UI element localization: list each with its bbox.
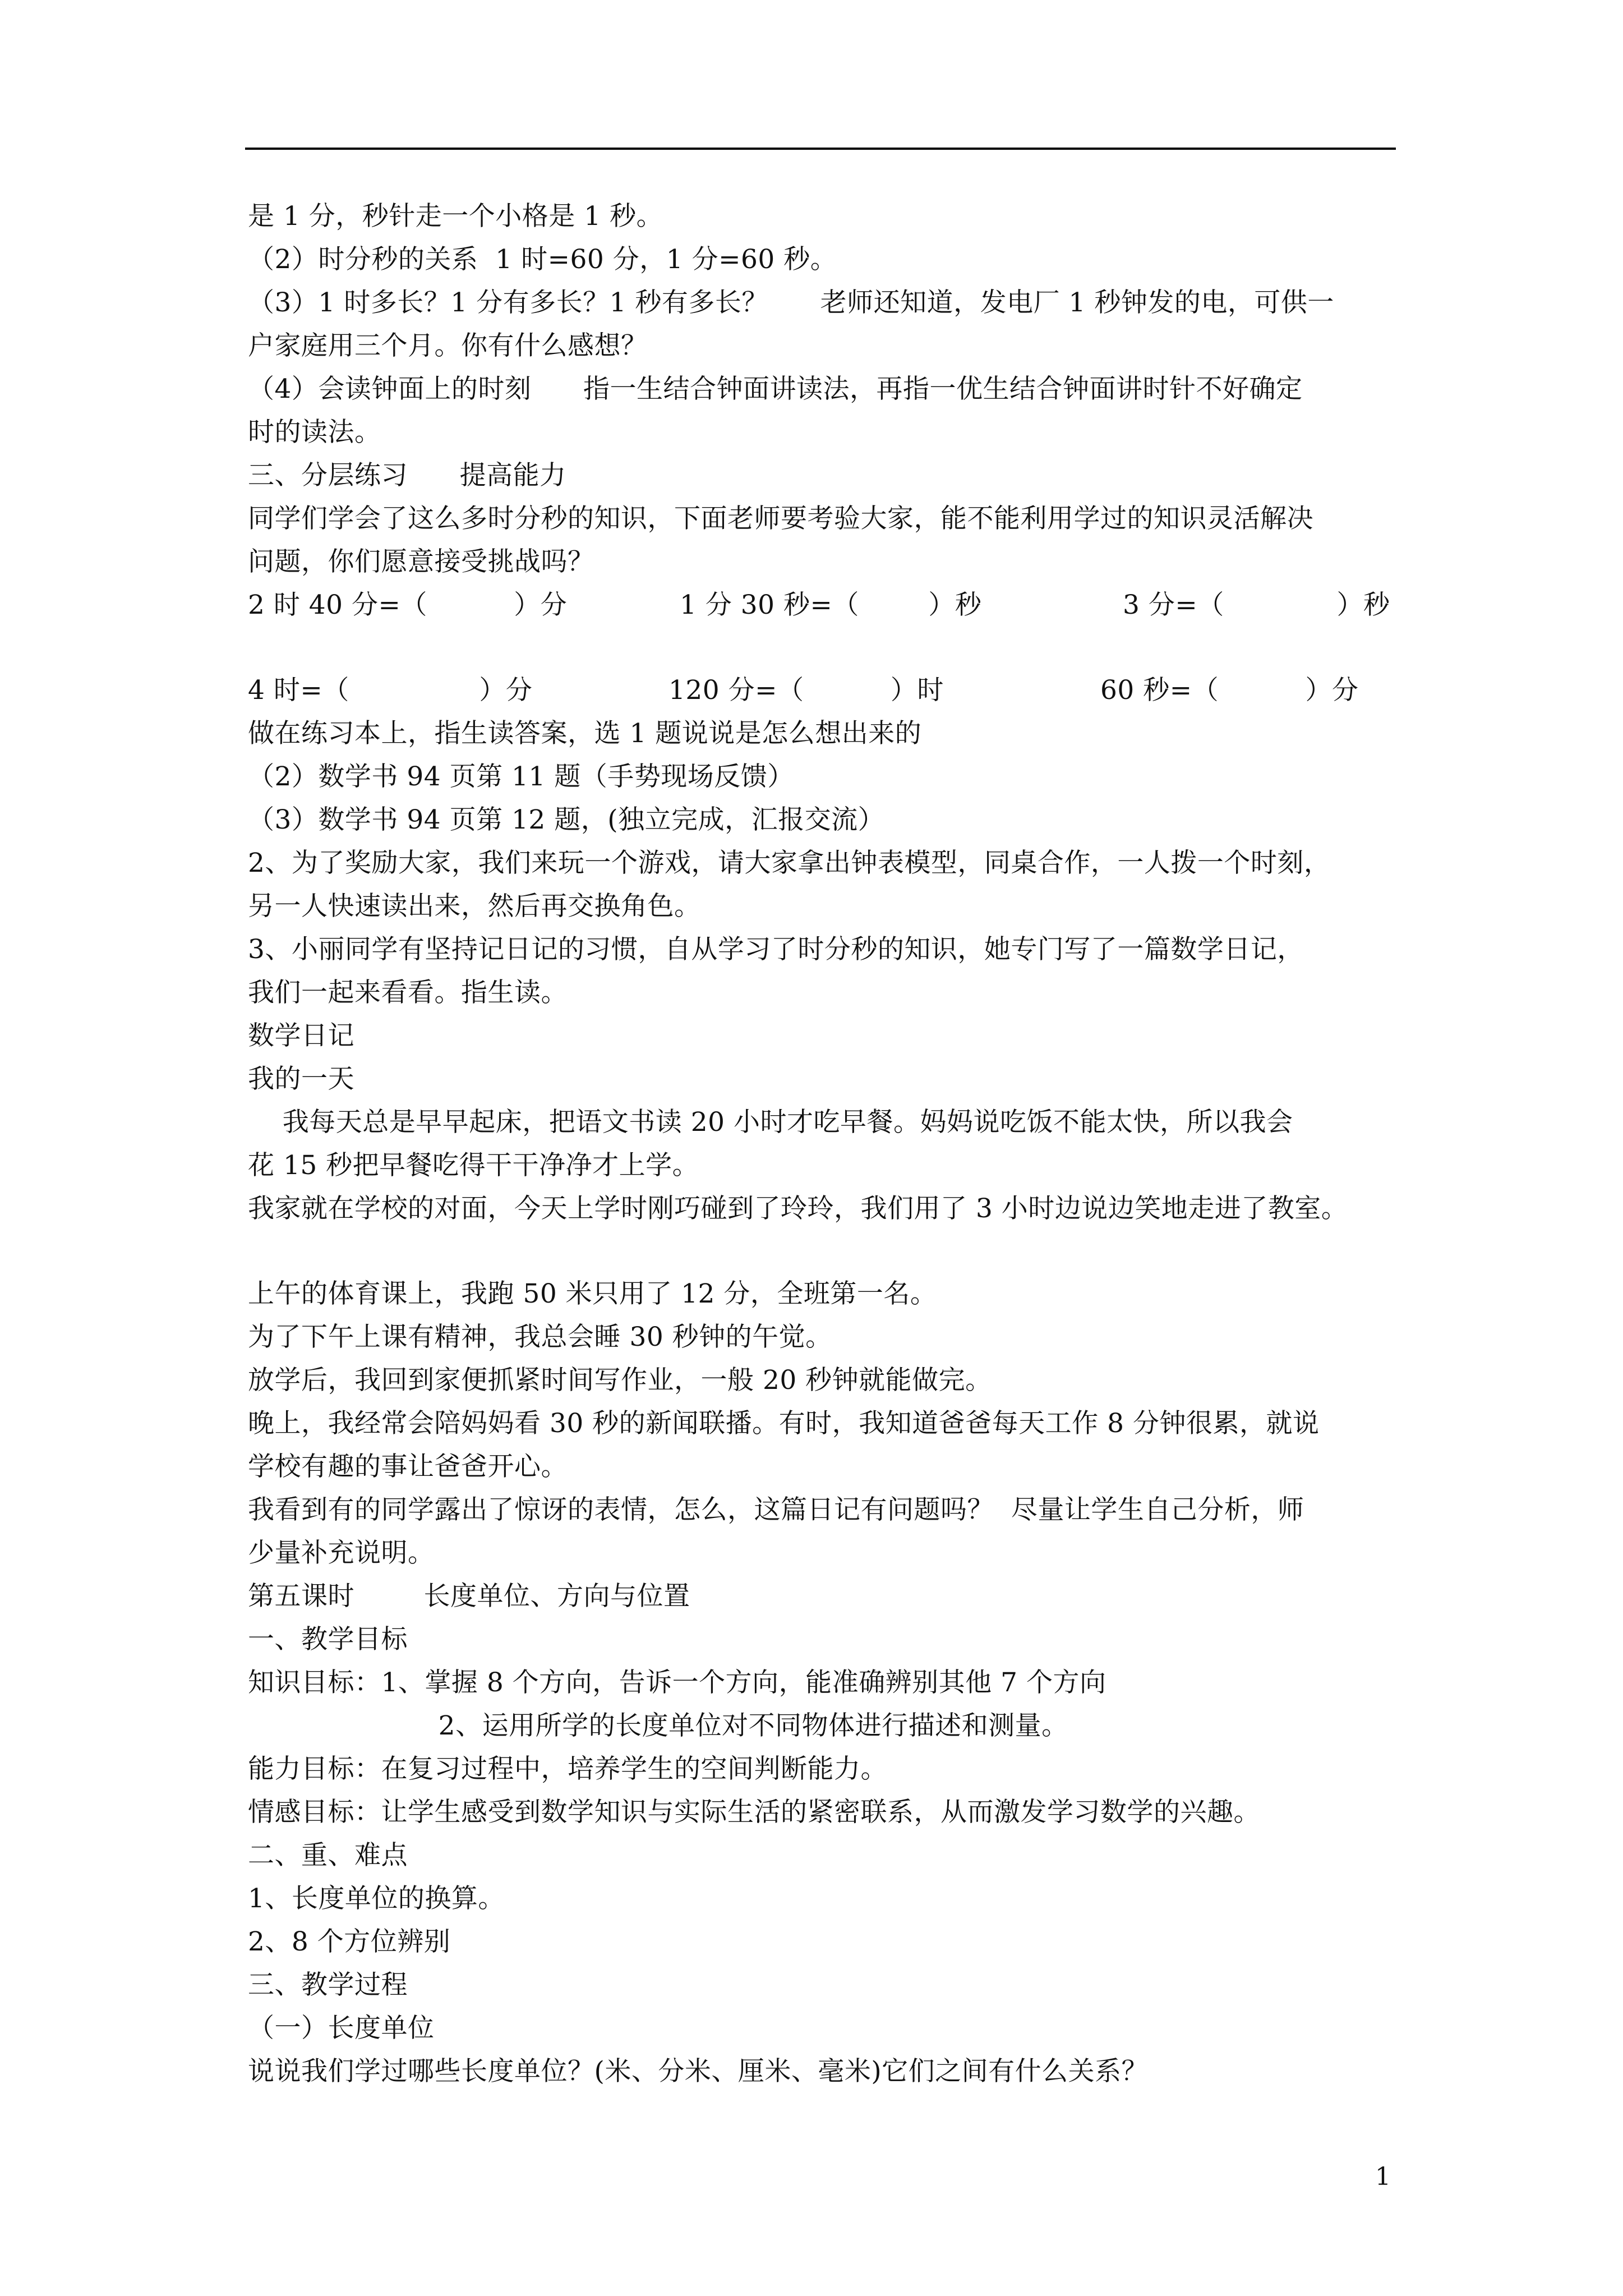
- text-line: 做在练习本上，指生读答案，选 1 题说说是怎么想出来的: [248, 718, 922, 749]
- text-line: 放学后，我回到家便抓紧时间写作业，一般 20 秒钟就能做完。: [248, 1365, 992, 1396]
- text-line: 同学们学会了这么多时分秒的知识，下面老师要考验大家，能不能利用学过的知识灵活解决: [248, 503, 1313, 534]
- exercise-item: 2 时 40 分=（ ）分: [248, 590, 568, 620]
- text-line: 是 1 分，秒针走一个小格是 1 秒。: [248, 201, 663, 232]
- text-line: 我家就在学校的对面，今天上学时刚巧碰到了玲玲，我们用了 3 小时边说边笑地走进了教室。: [248, 1193, 1348, 1224]
- diary-title: 数学日记: [248, 1020, 354, 1051]
- section-heading: 三、教学过程: [248, 1970, 408, 2000]
- text-line: 能力目标：在复习过程中，培养学生的空间判断能力。: [248, 1754, 887, 1784]
- exercise-row: [248, 588, 1390, 622]
- section-heading: 二、重、难点: [248, 1840, 408, 1871]
- text-line: （3）数学书 94 页第 12 题，(独立完成，汇报交流）: [248, 804, 885, 835]
- text-line: 我每天总是早早起床，把语文书读 20 小时才吃早餐。妈妈说吃饭不能太快，所以我会: [248, 1107, 1293, 1138]
- section-heading: 一、教学目标: [248, 1624, 408, 1655]
- text-line: 我看到有的同学露出了惊讶的表情，怎么，这篇日记有问题吗？ 尽量让学生自己分析，师: [248, 1494, 1304, 1525]
- text-line: 为了下午上课有精神，我总会睡 30 秒钟的午觉。: [248, 1322, 832, 1352]
- text-line: 上午的体育课上，我跑 50 米只用了 12 分，全班第一名。: [248, 1278, 937, 1309]
- text-line: （4）会读钟面上的时刻 指一生结合钟面讲读法，再指一优生结合钟面讲时针不好确定: [248, 374, 1303, 404]
- text-line: 晚上，我经常会陪妈妈看 30 秒的新闻联播。有时，我知道爸爸每天工作 8 分钟很累，就说: [248, 1408, 1320, 1439]
- exercise-item: 120 分=（ ）时: [668, 675, 944, 706]
- exercise-item: 3 分=（ ）秒: [1123, 590, 1390, 620]
- header-rule: [245, 148, 1396, 150]
- text-line: 问题，你们愿意接受挑战吗？: [248, 546, 594, 577]
- text-line: 少量补充说明。: [248, 1538, 435, 1568]
- text-line: （一）长度单位: [248, 2013, 435, 2044]
- exercise-row: [248, 674, 1359, 707]
- text-line: 说说我们学过哪些长度单位？(米、分米、厘米、毫米)它们之间有什么关系？: [248, 2056, 1149, 2087]
- text-line: （2）数学书 94 页第 11 题（手势现场反馈）: [248, 761, 794, 792]
- text-line: 情感目标：让学生感受到数学知识与实际生活的紧密联系，从而激发学习数学的兴趣。: [248, 1797, 1260, 1828]
- text-line: 1、长度单位的换算。: [248, 1883, 505, 1914]
- text-line: 学校有趣的事让爸爸开心。: [248, 1451, 568, 1482]
- diary-subtitle: 我的一天: [248, 1064, 354, 1094]
- exercise-item: 60 秒=（ ）分: [1100, 675, 1359, 706]
- text-line: （2）时分秒的关系 1 时=60 分，1 分=60 秒。: [248, 244, 837, 275]
- page-number: 1: [1375, 2162, 1391, 2191]
- text-line: 我们一起来看看。指生读。: [248, 977, 568, 1008]
- text-line: 2、运用所学的长度单位对不同物体进行描述和测量。: [248, 1710, 1068, 1741]
- text-line: 另一人快速读出来，然后再交换角色。: [248, 891, 701, 922]
- text-line: 知识目标：1、掌握 8 个方向，告诉一个方向，能准确辨别其他 7 个方向: [248, 1667, 1106, 1698]
- exercise-item: 1 分 30 秒=（ ）秒: [680, 590, 982, 620]
- text-line: 时的读法。: [248, 417, 381, 448]
- text-line: 2、8 个方位辨别: [248, 1926, 451, 1957]
- section-heading: 三、分层练习 提高能力: [248, 460, 566, 491]
- text-line: 2、为了奖励大家，我们来玩一个游戏，请大家拿出钟表模型，同桌合作，一人拨一个时刻，: [248, 848, 1331, 878]
- text-line: （3）1 时多长？1 分有多长？1 秒有多长？ 老师还知道，发电厂 1 秒钟发的电，可供一: [248, 287, 1334, 318]
- text-line: 户家庭用三个月。你有什么感想？: [248, 330, 648, 361]
- text-line: 3、小丽同学有坚持记日记的习惯，自从学习了时分秒的知识，她专门写了一篇数学日记，: [248, 934, 1304, 965]
- text-line: 花 15 秒把早餐吃得干干净净才上学。: [248, 1150, 699, 1181]
- lesson-heading: 第五课时 长度单位、方向与位置: [248, 1581, 690, 1612]
- exercise-item: 4 时=（ ）分: [248, 675, 533, 706]
